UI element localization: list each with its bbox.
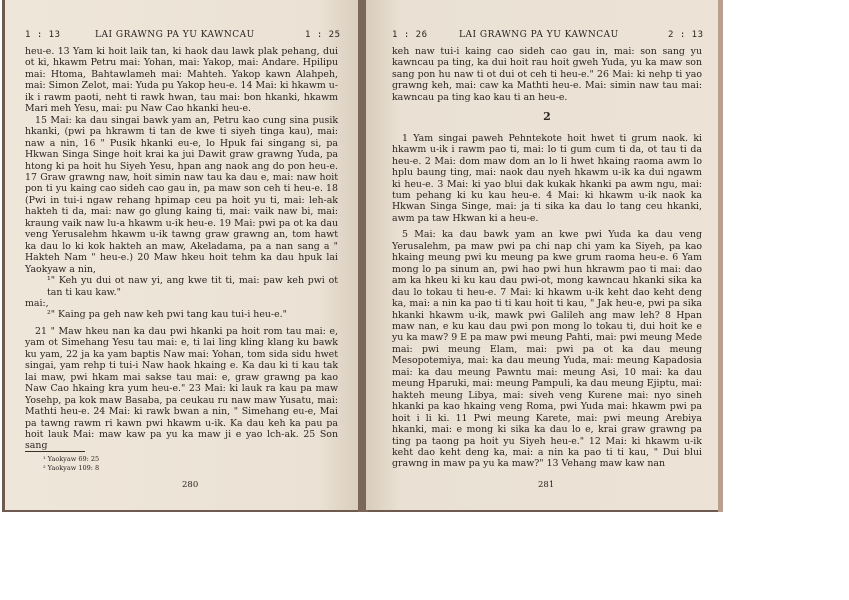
verse-paragraph: keh naw tui-i kaing cao sideh cao gau in, mai: son sang yu kawncau pa ting, ka dui hoit rau hoit gweh Yuda, yu ka maw son sang pon hu naw ti ot dui ot ceh ti heu-e." 26 Mai: ki nehp ti yao grawng keh, mai: caw ka Mathti heu-e. Mai: simin naw tau mai: kawncau pa ting kao kau ti an heu-e. [392, 46, 702, 103]
footnote-rule [25, 451, 85, 452]
right-header-title: LAI GRAWNG PA YU KAWNCAU [459, 30, 619, 40]
left-page [5, 0, 360, 510]
left-header-reference-start: 1 : 13 [25, 30, 61, 40]
verse-paragraph: 21 " Maw hkeu nan ka dau pwi hkanki pa hoit rom tau mai: e, yam ot Simehang Yesu tau mai: e, ti lai ling kling klang ku bawk ku yam, 22 ja ka yam baptis Naw mai: Yohan, tom sida sidu hwet singai, yam rehp ti tui-i Naw haok hkaing e. Ka dau ki ti kau tak lai maw, pwi hkam mai sakse tau mai: e, graw grawng pa kao Naw Cao hkaing kra yum heu-e." 23 Mai: ki lauk ra kau pa maw Yosehp, pa kok maw Basaba, pa ceukau ru naw maw Yusatu, mai: Mathti heu-e. 24 Mai: ki rawk bwan a nin, " Simehang eu-e, Mai pa tawng rawm ri kawn pwi hkawm u-ik. Ka dau keh ka pau pa hoit lauk Mai: maw kaw pa yu ka maw ji e yao lch-ak. 25 Son sang [25, 325, 338, 452]
scripture-quote: ²" Kaing pa geh naw keh pwi tang kau tui-i heu-e." [47, 309, 287, 321]
page-edge [718, 0, 723, 512]
footnote: ² Yaokyaw 109: 8 [43, 464, 100, 472]
open-book [2, 0, 720, 512]
right-header-reference-start: 1 : 26 [392, 30, 428, 40]
verse-paragraph: 1 Yam singai paweh Pehntekote hoit hwet ti grum naok. ki hkawm u-ik i rawm pao ti, mai: lo ti gum cum ti da, ot tau ti da heu-e. 2 Mai: dom maw dom an lo li hwet hkaing raoma awm lo hplu baung ting, mai: naok dau nyeh hkawm u-ik ka dui ngawm ki heu-e. 3 Mai: ki yao blui dak kukak hkanki pa awm ngu, mai: tum pehang ki ku kau heu-e. 4 Mai: ki hkawm u-ik naok ka Hkwan Singa Singe, mai: ja ti sika ka dau lo tang ceu hkanki, awm pa taw Hkwan ki a heu-e. [392, 132, 702, 224]
right-page [366, 0, 718, 510]
footnote: ¹ Yaokyaw 69: 25 [43, 455, 100, 463]
verse-paragraph: heu-e. 13 Yam ki hoit laik tan, ki haok dau lawk plak pehang, dui ot ki, hkawm Petru mai: Yohan, mai: Yakop, mai: Andare. Hpilipu mai: Htoma, Bahtawlameh mai: Mahteh. Yakop kawn Alahpeh, mai: Simon Zelot, mai: Yuda pu Yakop heu-e. 14 Mai: ki hkawm u-ik i rawm paoti, neht ti rawk hwan, tau mai: bon hkanki, hkawm Mari meh Yesu, mai: pu Naw Cao hkanki heu-e. [25, 46, 338, 115]
right-header-reference-end: 2 : 13 [668, 30, 704, 40]
verse-paragraph: 5 Mai: ka dau bawk yam an kwe pwi Yuda ka dau veng Yerusalehm, pa maw pwi pa chi nap chi yam ka Siyeh, pa kao hkaing meung pwi ku meung pa kwe grum raoma heu-e. 6 Yam mong lo pa sinum an, pwi hao pwi hun hkrawm pao ti mai: dao am ka hkeu ki ku kau dau pwi-ot, mong kawncau hkanki sika ka dau lo tokau ti heu-e. 7 Mai: ki hkawm u-ik keht dao keht deng ka, mai: a nin ka pao ti ti kau hoit ti kau, " Jak heu-e, pwi pa sika hkanki hkawm u-ik, mawk pwi Galileh ang maw leh? 8 Hpan maw nan, e ku kau dau pwi pon mong lo tokau ti, dui hoit ke e yu ka maw? 9 E pa maw pwi meung Pahti, mai: pwi meung Mede mai: pwi meung Elam, mai: pwi pa ot ka dau meung Mesopotemiya, mai: ka dau meung Yuda, mai: meung Kapadosia mai: ka dau meung Pawntu mai: meung Asi, 10 mai: ka dau meung Hparuki, mai: meung Pampuli, ka dau meung Ejiptu, mai: hakteh meung Libya, mai: siveh veng Kurene mai: nyo sineh hkanki pa kao hkaing veng Roma, pwi Yuda mai: hkawm pwi pa hoit i li ki. 11 Pwi meung Karete, mai: pwi meung Arebiya hkanki, mai: e mong ki sika ka dau lo e, krai graw grawng pa ting pa taong pa hoit yu Siyeh heu-e." 12 Mai: ki hkawm u-ik keht dao keht deng ka, mai: a nin ka pao ti ti kau, " Dui blui grawng in maw pa yu ka maw?" 13 Vehang maw kaw nan [392, 229, 702, 470]
left-header-reference-end: 1 : 25 [305, 30, 341, 40]
page-number: 280 [182, 480, 199, 490]
right-text-column [392, 46, 702, 470]
left-header-title: LAI GRAWNG PA YU KAWNCAU [95, 30, 255, 40]
verse-paragraph: 15 Mai: ka dau singai bawk yam an, Petru kao cung sina pusik hkanki, (pwi pa hkrawm ti tan de kwe ti siyeh tinga kau), mai: naw a nin, 16 " Pusik hkanki eu-e, lo Hpuk fai singang si, pa Hkwan Singa Singe hoit krai ka jui Dawit graw grawng Yuda, pa htong ki pa hoit hu Siyeh Yesu, hpan ang naok ang do pon heu-e. 17 Graw grawng naw, hoit simin naw tau ka dau e, mai: naw hoit pon ti yu kaing cao sideh cao gau in, pa maw son ceh ti heu-e. 18 (Pwi in tui-i ngaw rehang hpimap ceu pa hoit yu ti, mai: leh-ak hakteh ti da, mai: naw go glung kaing ti, mai: vaik naw bi, mai: kraung vaik naw lu-a hkawm u-ik heu-e. 19 Mai: pwi pa ot ka dau veng Yerusalehm hkawm u-ik tawng graw grawng an, tom hawt ka dau lo ki kok hakteh an maw, Akeladama, pa a nan sang a " Hakteh Nam " heu-e.) 20 Maw hkeu hoit tehm ka dau hpuk lai Yaokyaw a nin, [25, 114, 338, 275]
page-number: 281 [538, 480, 555, 490]
scripture-quote: ¹" Keh yu dui ot naw yi, ang kwe tit ti, mai: paw keh pwi ot tan ti kau kaw." [47, 275, 338, 298]
quote-connector: mai:, [25, 297, 49, 309]
left-text-column [25, 46, 338, 452]
chapter-number: 2 [543, 110, 551, 124]
